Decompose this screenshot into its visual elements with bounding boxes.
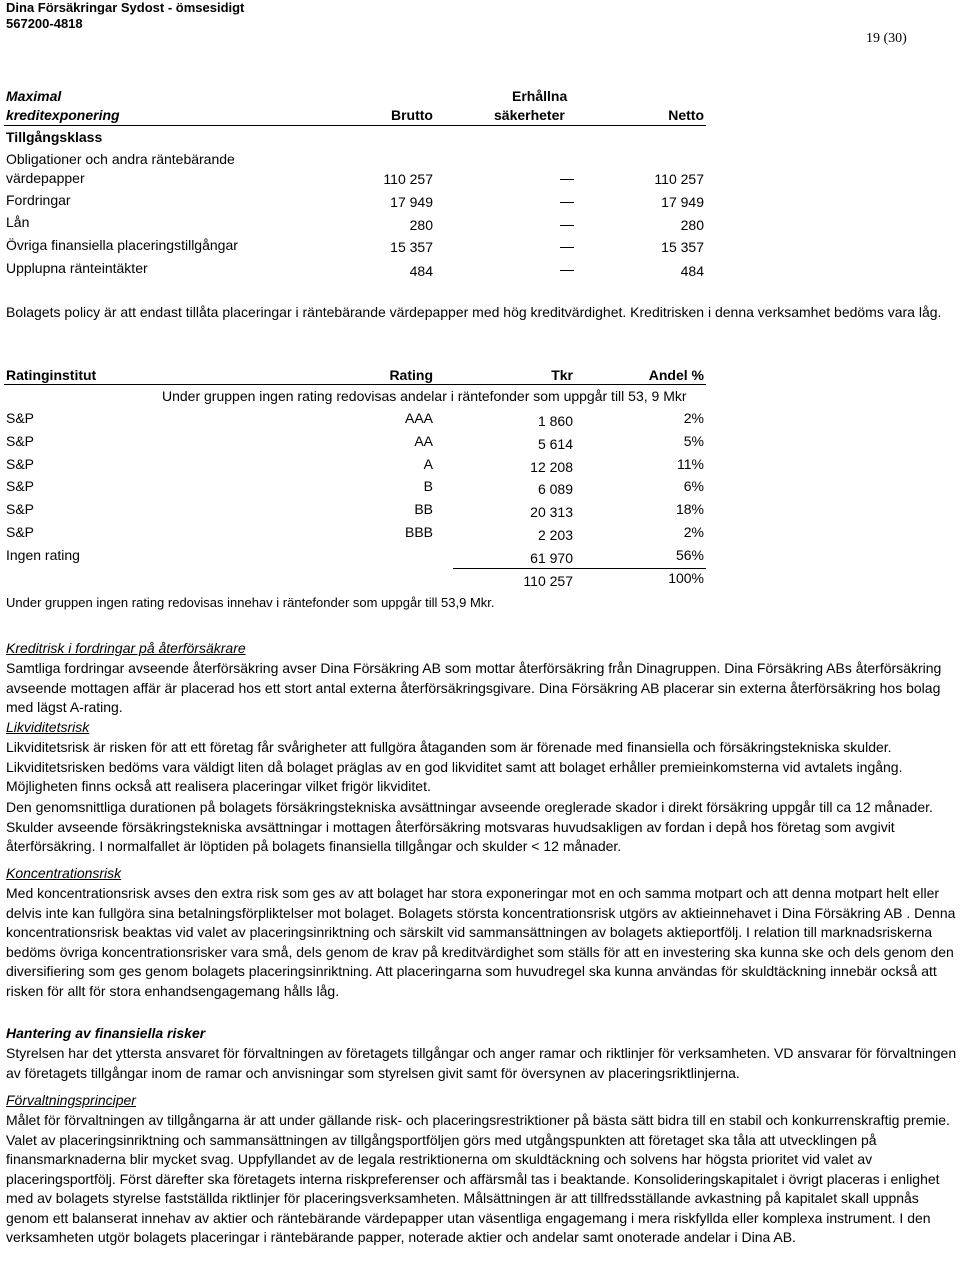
section-heading-koncentrationsrisk: Koncentrationsrisk	[6, 865, 122, 881]
row-label: Övriga finansiella placeringstillgångar	[6, 237, 238, 253]
section-heading-likviditetsrisk: Likviditetsrisk	[6, 719, 90, 735]
col-header-netto: Netto	[668, 107, 704, 123]
rating-note-top: Under gruppen ingen rating redovisas andelar i räntefonder som uppgår till 53, 9 Mkr	[162, 388, 687, 404]
rating-tkr: 6 089	[537, 481, 573, 497]
col-header-tkr: Tkr	[551, 367, 573, 383]
rating-tkr: 20 313	[530, 504, 573, 520]
brutto-value: 484	[409, 263, 433, 279]
row-label: Lån	[6, 214, 30, 230]
rating-note-bottom: Under gruppen ingen rating redovisas innehav i räntefonder som uppgår till 53,9 Mkr.	[6, 595, 495, 610]
col-header-rating: Rating	[389, 367, 433, 383]
brutto-value: 110 257	[383, 171, 433, 187]
netto-value: 110 257	[654, 171, 704, 187]
rating-total-andel: 100%	[668, 570, 704, 586]
rating-grade: AA	[414, 433, 433, 449]
page-number: 19 (30)	[866, 31, 907, 46]
brutto-value: 280	[409, 217, 433, 233]
dash-mark	[560, 202, 574, 203]
page-header	[6, 0, 244, 32]
dash-mark	[560, 247, 574, 248]
netto-value: 484	[680, 263, 704, 279]
section-text-likviditetsrisk-1: Likviditetsrisk är risken för att ett företag får svårigheter att fullgöra åtaganden som är förenade med finansiella och försäkringstekniska skulder. Likviditetsrisken bedöms vara väldigt liten då bolaget präglas av en god likviditet samt att bolaget erhåller premieinkomsterna vid avtalets ingång. Möjligheten finns också att realisera placeringar vilket frigör likviditet.	[6, 739, 903, 794]
row-label: värdepapper	[6, 170, 85, 186]
policy-text: Bolagets policy är att endast tillåta placeringar i räntebärande värdepapper med hög kreditvärdighet. Kreditrisken i denna verksamhet bedöms vara låg.	[6, 304, 942, 320]
rating-grade: A	[423, 456, 433, 472]
rating-grade: B	[423, 478, 433, 494]
rating-tkr: 2 203	[537, 527, 573, 543]
col-header-brutto: Brutto	[391, 107, 433, 123]
rating-institut: S&P	[6, 501, 35, 517]
exposure-title-line1: Maximal	[6, 88, 62, 104]
col-header-erhallna-line1: Erhållna	[512, 88, 568, 104]
col-header-erhallna-line2: säkerheter	[494, 107, 565, 123]
section-heading-forvaltningsprinciper: Förvaltningsprinciper	[6, 1092, 136, 1108]
section-text-kreditrisk-fordringar: Samtliga fordringar avseende återförsäkring avser Dina Försäkring AB som mottar återförsäkring från Dinagruppen. Dina Försäkring ABs återförsäkring avseende mottagen affär är placerad hos ett stort antal externa återförsäkringsgivare. Dina Försäkring AB placerar sin externa återförsäkring hos bolag med lägst A-rating.	[6, 660, 942, 715]
rating-andel: 2%	[683, 524, 704, 540]
rating-grade: BBB	[404, 524, 433, 540]
rating-andel: 56%	[675, 547, 704, 563]
org-number: 567200-4818	[6, 16, 83, 31]
brutto-value: 17 949	[390, 194, 433, 210]
company-name: Dina Försäkringar Sydost - ömsesidigt	[6, 0, 245, 15]
brutto-value: 15 357	[390, 239, 433, 255]
rating-institut: S&P	[6, 524, 35, 540]
section-heading-hantering: Hantering av finansiella risker	[6, 1025, 206, 1041]
rating-andel: 18%	[675, 501, 704, 517]
section-text-likviditetsrisk-2: Den genomsnittliga durationen på bolagets försäkringstekniska avsättningar avseende oreglerade skador i direkt försäkring uppgår till ca 12 månader. Skulder avseende försäkringstekniska avsättningar i mottagen återförsäkring motsvaras huvudsakligen av fordan i depå hos företag som avgivit återförsäkring. I normalfallet är löptiden på bolagets finansiella tillgångar och skulder < 12 månader.	[6, 799, 933, 854]
rating-grade: BB	[414, 501, 433, 517]
rating-grade: AAA	[404, 410, 433, 426]
rating-andel: 2%	[683, 410, 704, 426]
exposure-title-line2: kreditexponering	[6, 107, 120, 123]
row-label: Fordringar	[6, 192, 71, 208]
section-text-forvaltningsprinciper: Målet för förvaltningen av tillgångarna är att under gällande risk- och placeringsrestriktioner på bästa sätt bidra till en stabil och konkurrenskraftig premie. Valet av placeringsinriktning och sammansättningen av tillgångsportföljen görs med utgångspunkten att företaget ska tåla att utvecklingen på finansmarknaderna blir mycket svag. Uppfyllandet av de legala restriktionerna om skuldtäckning och solvens har högsta prioritet vid valet av placeringsportfölj. Först därefter ska företagets interna riskpreferenser och affärsmål tas i beaktande. Konsolideringskapitalet i övrigt placeras i enlighet med av bolagets styrelse fastställda riktlinjer för placeringsverksamheten. Målsättningen är att tillfredsställande avkastning på kapitalet skall uppnås genom ett balanserat innehav av aktier och räntebärande värdepapper utan väsentliga engagemang i mera riskfyllda eller komplexa instrument. I den verksamheten utgör bolagets placeringar i räntebärande papper, noterade aktier och andelar samt onoterade andelar i Dina AB.	[6, 1112, 950, 1245]
dash-mark	[560, 270, 574, 271]
rating-institut: S&P	[6, 456, 35, 472]
rating-institut: S&P	[6, 410, 35, 426]
col-header-andel: Andel %	[648, 367, 704, 383]
section-text-koncentrationsrisk: Med koncentrationsrisk avses den extra risk som ges av att bolaget har stora exponeringar mot en och samma motpart och att denna motpart helt eller delvis inte kan fullgöra sina betalningsförpliktelser mot bolaget. Bolagets största koncentrationsrisk utgörs av aktieinnehavet i Dina Försäkring AB . Denna koncentrationsrisk beaktas vid valet av placeringsinriktning och särskilt vid sammansättningen av bolagets aktieportfölj. I relation till marknadsriskerna bedöms övriga koncentrationsrisker vara små, dels genom de krav på kreditvärdighet som ställs för att en investering ska kunna ske och dels genom den diversifiering som ges genom bolagets placeringsinriktning. Att placeringarna som huvudregel ska kunna användas för skuldtäckning innebär också att risken för allt för stora enhandsengagemang hålls låg.	[6, 885, 956, 999]
section-heading-kreditrisk-fordringar: Kreditrisk i fordringar på återförsäkrare	[6, 640, 246, 656]
rating-total-tkr: 110 257	[523, 573, 573, 589]
rating-tkr: 12 208	[530, 459, 573, 475]
exposure-subheader: Tillgångsklass	[6, 129, 103, 145]
netto-value: 280	[680, 217, 704, 233]
row-label: Upplupna ränteintäkter	[6, 260, 148, 276]
dash-mark	[560, 179, 574, 180]
rating-andel: 6%	[683, 478, 704, 494]
table-rule	[4, 125, 706, 126]
rating-tkr: 61 970	[530, 550, 573, 566]
row-label: Obligationer och andra räntebärande	[6, 151, 235, 167]
rating-institut: S&P	[6, 478, 35, 494]
rating-tkr: 1 860	[537, 413, 573, 429]
netto-value: 17 949	[661, 194, 704, 210]
col-header-ratinginstitut: Ratinginstitut	[6, 367, 97, 383]
table-rule	[4, 384, 706, 385]
rating-tkr: 5 614	[537, 436, 573, 452]
rating-andel: 5%	[683, 433, 704, 449]
section-text-hantering: Styrelsen har det yttersta ansvaret för förvaltningen av företagets tillgångar och anger ramar och riktlinjer för verksamheten. VD ansvarar för förvaltningen av företagets tillgångar inom de ramar och anvisningar som styrelsen givit samt för översynen av placeringsriktlinjerna.	[6, 1045, 957, 1081]
rating-andel: 11%	[677, 456, 704, 472]
rating-institut: Ingen rating	[6, 547, 80, 563]
dash-mark	[560, 225, 574, 226]
rating-institut: S&P	[6, 433, 35, 449]
netto-value: 15 357	[661, 239, 704, 255]
